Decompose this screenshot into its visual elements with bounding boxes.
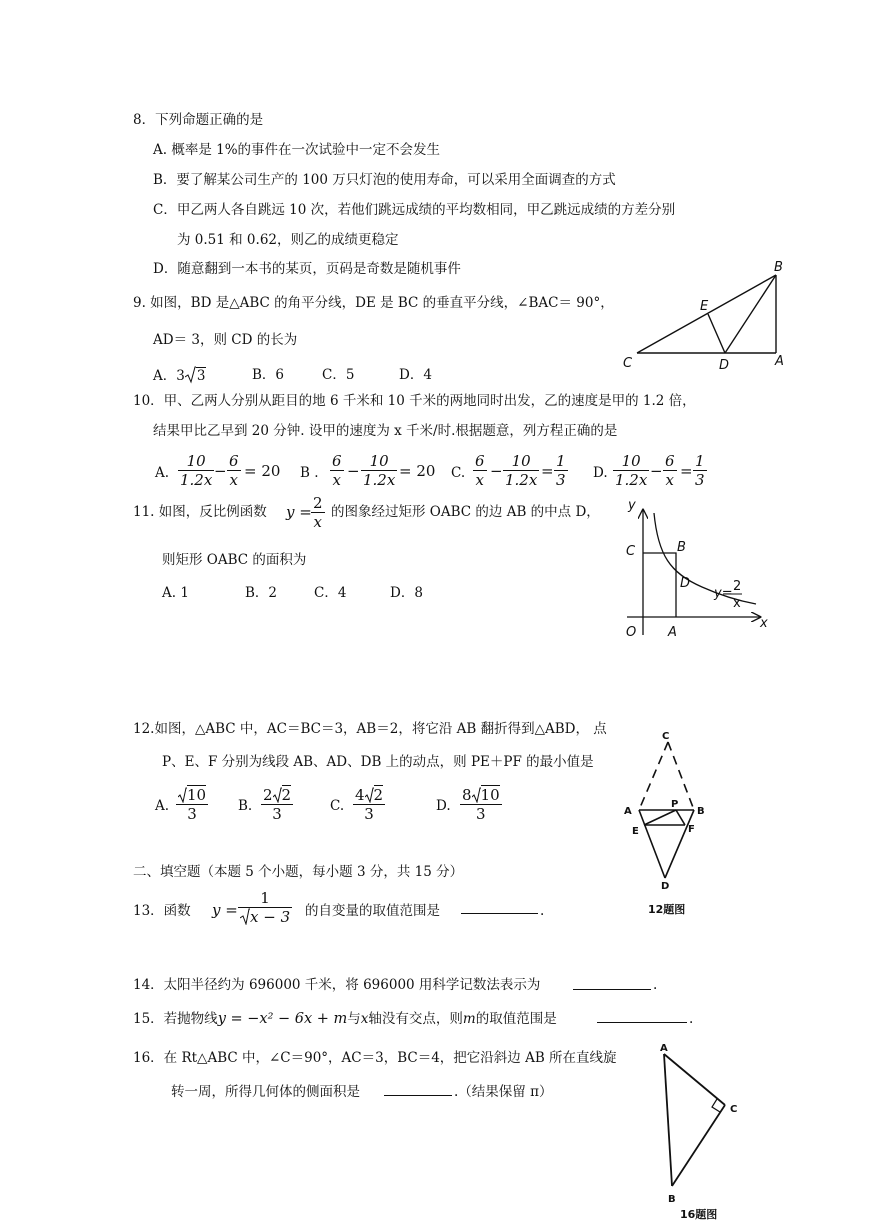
q16-stem-pre: 转一周，所得几何体的侧面积是 (171, 1084, 360, 1100)
q11-rectangle (643, 553, 676, 617)
q16-label-b: B (668, 1194, 676, 1205)
q10-b-frac2: 10 1.2x (363, 452, 396, 489)
q12-stem: 12.如图，△ABC 中，AC＝BC＝3，AB＝2，将它沿 AB 翻折得到△ABD， 点 (133, 721, 607, 737)
q11-label-o: O (626, 625, 637, 640)
q10-d-eq: = (680, 462, 693, 480)
q8-option-d: D．随意翻到一本书的某页，页码是奇数是随机事件 (153, 261, 461, 277)
q11-label-y: y (628, 498, 636, 513)
q9-figure (615, 255, 795, 375)
q12-label-f: F (688, 824, 695, 835)
radical-sign-icon (240, 908, 250, 925)
q14-end: . (653, 977, 658, 993)
q11-stem-cont: 则矩形 OABC 的面积为 (162, 552, 307, 568)
radical-sign-icon (472, 787, 481, 803)
q14-text: 14．太阳半径约为 696000 千米，将 696000 用科学记数法表示为 (133, 977, 541, 993)
q15-end: . (689, 1011, 694, 1027)
q16-label-a: A (660, 1043, 668, 1054)
section-2-title: 二、填空题（本题 5 个小题，每小题 3 分，共 15 分） (133, 864, 464, 880)
q12-option-c-label: C. (330, 798, 345, 814)
q12-label-b: B (697, 806, 705, 817)
q15-equation: y = −x² − 6x + m (217, 1011, 348, 1027)
q10-a-rhs: = 20 (244, 462, 281, 480)
q10-stem-cont: 结果甲比乙早到 20 分钟. 设甲的速度为 x 千米/时.根据题意，列方程正确的是 (153, 423, 618, 439)
q11-func-y: y = (286, 503, 312, 521)
q12-option-b: 2 2 3 (263, 786, 292, 823)
q11-label-b: B (677, 540, 686, 555)
q8-option-c: C．甲乙两人各自跳远 10 次，若他们跳远成绩的平均数相同，甲乙跳远成绩的方差分别 (153, 202, 676, 218)
q10-a-frac2: 6 x (229, 452, 239, 489)
q11-func-frac: 2 x (313, 494, 323, 531)
q16-caption: 16题图 (680, 1208, 718, 1221)
q15-pre: 15．若抛物线y = −x² − 6x + m与x轴没有交点，则m的取值范围是 (133, 1011, 557, 1027)
q10-c-eq: = (541, 462, 554, 480)
q14-answer-blank[interactable] (573, 975, 651, 990)
q9-stem: 9. 如图，BD 是△ABC 的角平分线，DE 是 BC 的垂直平分线，∠BAC＝ 90°， (133, 295, 614, 311)
q10-a-frac1: 10 1.2x (180, 452, 213, 489)
q11-curve-label-den: x (733, 596, 741, 611)
q11-option-c: C．4 (314, 585, 347, 601)
q10-stem: 10．甲、乙两人分别从距目的地 6 千米和 10 千米的两地同时出发，乙的速度是甲的 1.2 倍， (133, 393, 696, 409)
q16-answer-blank[interactable] (384, 1081, 452, 1096)
q9-option-b: B．6 (252, 367, 285, 383)
q9-option-d: D．4 (399, 367, 432, 383)
q12-caption: 12题图 (648, 903, 686, 916)
q12-figure (612, 728, 732, 918)
radical-sign-icon (273, 787, 282, 803)
radical-sign-icon (178, 787, 187, 803)
q12-label-d: D (661, 881, 670, 892)
q11-label-c: C (626, 544, 636, 559)
q11-figure (612, 495, 782, 645)
q9-label-d: D (719, 358, 730, 373)
q10-c-frac2: 10 1.2x (505, 452, 538, 489)
q10-option-c-label: C. (451, 465, 466, 481)
q10-d-frac1: 10 1.2x (615, 452, 648, 489)
q11-option-b: B．2 (245, 585, 278, 601)
q9-stem-cont: AD＝ 3，则 CD 的长为 (153, 332, 298, 348)
q13-pre: 13．函数 (133, 903, 191, 919)
q8-option-b: B．要了解某公司生产的 100 万只灯泡的使用寿命，可以采用全面调查的方式 (153, 172, 616, 188)
q11-option-d: D．8 (390, 585, 423, 601)
q9-option-a: A．3 3 (153, 368, 206, 384)
q15-answer-blank[interactable] (597, 1008, 687, 1023)
q16-stem: 16．在 Rt△ABC 中，∠C＝90°，AC＝3，BC＝4，把它沿斜边 AB 所在直线旋 (133, 1050, 617, 1066)
q12-option-c: 4 2 3 (355, 786, 384, 823)
q12-option-a-label: A. (155, 798, 170, 814)
q11-curve-label-num: 2 (733, 579, 742, 594)
radical-sign-icon (365, 787, 374, 803)
q10-d-minus: − (650, 462, 663, 480)
q11-option-a: A. 1 (162, 585, 189, 601)
q8-stem: 8．下列命题正确的是 (133, 112, 264, 128)
q10-d-frac3: 1 3 (695, 452, 705, 489)
q12-option-b-label: B. (238, 798, 253, 814)
q13-end: . (540, 903, 545, 919)
radical-sign-icon (185, 366, 196, 384)
q11-label-a: A (668, 625, 677, 640)
q9-label-a: A (775, 354, 784, 369)
q11-curve-label-y: y= (714, 586, 733, 601)
q16-stem-post: .（结果保留 π） (454, 1084, 553, 1100)
q8-option-a: A. 概率是 1%的事件在一次试验中一定不会发生 (153, 142, 441, 158)
q12-label-e: E (632, 826, 639, 837)
q9-label-b: B (774, 260, 783, 275)
q10-a-minus: − (214, 462, 227, 480)
q12-stem-cont: P、E、F 分别为线段 AB、AD、DB 上的动点，则 PE＋PF 的最小值是 (162, 754, 594, 770)
q9-label-e: E (700, 299, 709, 314)
q16-label-c: C (730, 1104, 738, 1115)
q13-answer-blank[interactable] (461, 899, 538, 914)
q10-option-b-label: B . (300, 465, 319, 481)
q11-stem-pre: 11. 如图，反比例函数 (133, 504, 267, 520)
q12-option-d: 8 10 3 (462, 786, 500, 823)
q11-label-x: x (760, 616, 768, 631)
q10-c-frac3: 1 3 (556, 452, 566, 489)
q13-func-y: y = (212, 901, 238, 919)
q10-b-minus: − (347, 462, 360, 480)
q10-c-minus: − (490, 462, 503, 480)
q8-option-c-cont: 为 0.51 和 0.62，则乙的成绩更稳定 (177, 232, 399, 248)
q12-option-a: 10 3 (176, 786, 208, 823)
q9-option-c: C．5 (322, 367, 355, 383)
q10-option-a-label: A. (155, 465, 170, 481)
q12-option-d-label: D. (436, 798, 451, 814)
q16-figure (648, 1040, 758, 1225)
q12-label-p: P (671, 799, 679, 810)
q13-post: 的自变量的取值范围是 (305, 903, 440, 919)
q11-stem-post: 的图象经过矩形 OABC 的边 AB 的中点 D， (331, 504, 600, 520)
q10-option-d-label: D. (593, 465, 608, 481)
q12-label-a: A (624, 806, 632, 817)
q10-c-frac1: 6 x (475, 452, 485, 489)
q10-b-rhs: = 20 (399, 462, 436, 480)
q10-b-frac1: 6 x (332, 452, 342, 489)
q10-d-frac2: 6 x (665, 452, 675, 489)
q12-label-c: C (662, 731, 670, 742)
q9-label-c: C (623, 356, 633, 371)
q11-label-d: D (680, 576, 691, 591)
q13-func-frac: 1 x − 3 (238, 889, 292, 926)
